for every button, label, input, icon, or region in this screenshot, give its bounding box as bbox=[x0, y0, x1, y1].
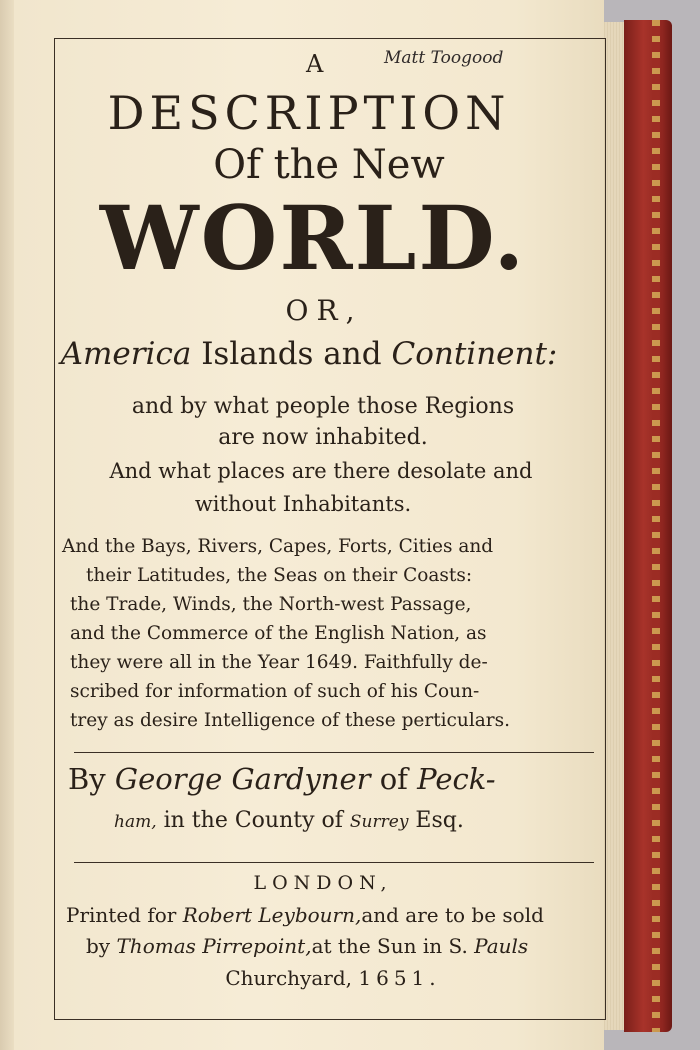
imprint-seller: Thomas Pirrepoint, bbox=[116, 934, 312, 958]
gilt-edge-decoration bbox=[652, 20, 660, 1032]
title-of-the-new: Of the New bbox=[213, 142, 445, 188]
subtitle-line-america bbox=[14, 336, 604, 372]
imprint-line-2 bbox=[86, 934, 676, 958]
author-of: of bbox=[379, 762, 408, 796]
title-a: A bbox=[306, 50, 326, 78]
subtitle-para-2: their Latitudes, the Seas on their Coasts: bbox=[86, 565, 473, 586]
imprint-line-3 bbox=[38, 966, 628, 990]
imprint-churchyard: Churchyard, bbox=[225, 966, 353, 990]
subtitle-continent: Continent: bbox=[391, 336, 558, 372]
subtitle-islands-and: Islands and bbox=[201, 336, 382, 372]
author-ham: ham, bbox=[114, 812, 157, 832]
imprint-line-1 bbox=[66, 903, 656, 927]
imprint-pauls: Pauls bbox=[474, 934, 529, 958]
author-line-2 bbox=[114, 808, 700, 833]
title-description: DESCRIPTION bbox=[107, 86, 511, 140]
author-name: George Gardyner bbox=[114, 762, 371, 796]
divider-rule-1 bbox=[74, 752, 594, 753]
author-esq: Esq. bbox=[415, 808, 464, 833]
imprint-year: 1651. bbox=[358, 966, 441, 990]
title-or: OR, bbox=[285, 294, 363, 327]
subtitle-line-3: And what places are there desolate and bbox=[109, 459, 533, 483]
imprint-sold-pre: and are to be sold bbox=[361, 903, 544, 927]
imprint-printed-for: Printed for bbox=[66, 903, 177, 927]
title-world: WORLD. bbox=[99, 186, 527, 290]
imprint-at-the: at the Sun in S. bbox=[311, 934, 468, 958]
subtitle-para-1: And the Bays, Rivers, Capes, Forts, Cities and bbox=[62, 536, 494, 557]
subtitle-para-7: trey as desire Intelligence of these perticulars. bbox=[70, 710, 510, 731]
subtitle-para-3: the Trade, Winds, the North-west Passage, bbox=[70, 594, 472, 615]
imprint-london: LONDON, bbox=[253, 872, 393, 894]
author-county: Surrey bbox=[349, 812, 409, 832]
handwritten-inscription: Matt Toogood bbox=[384, 48, 504, 68]
title-page bbox=[14, 0, 604, 1050]
red-leather-binding bbox=[624, 20, 672, 1032]
subtitle-line-1: and by what people those Regions bbox=[131, 394, 515, 419]
author-by: By bbox=[68, 762, 106, 796]
author-peck: Peck- bbox=[417, 762, 496, 796]
subtitle-para-6: scribed for information of such of his Coun- bbox=[70, 681, 480, 702]
author-county-pre: in the County of bbox=[163, 808, 343, 833]
imprint-printer: Robert Leybourn, bbox=[182, 903, 362, 927]
subtitle-line-4: without Inhabitants. bbox=[194, 492, 412, 516]
subtitle-para-4: and the Commerce of the English Nation, as bbox=[70, 623, 487, 644]
divider-rule-2 bbox=[74, 862, 594, 863]
author-line-1 bbox=[68, 762, 658, 796]
imprint-by: by bbox=[86, 934, 111, 958]
subtitle-america: America bbox=[60, 336, 192, 372]
subtitle-line-2: are now inhabited. bbox=[218, 425, 428, 450]
subtitle-para-5: they were all in the Year 1649. Faithfully de- bbox=[70, 652, 488, 673]
